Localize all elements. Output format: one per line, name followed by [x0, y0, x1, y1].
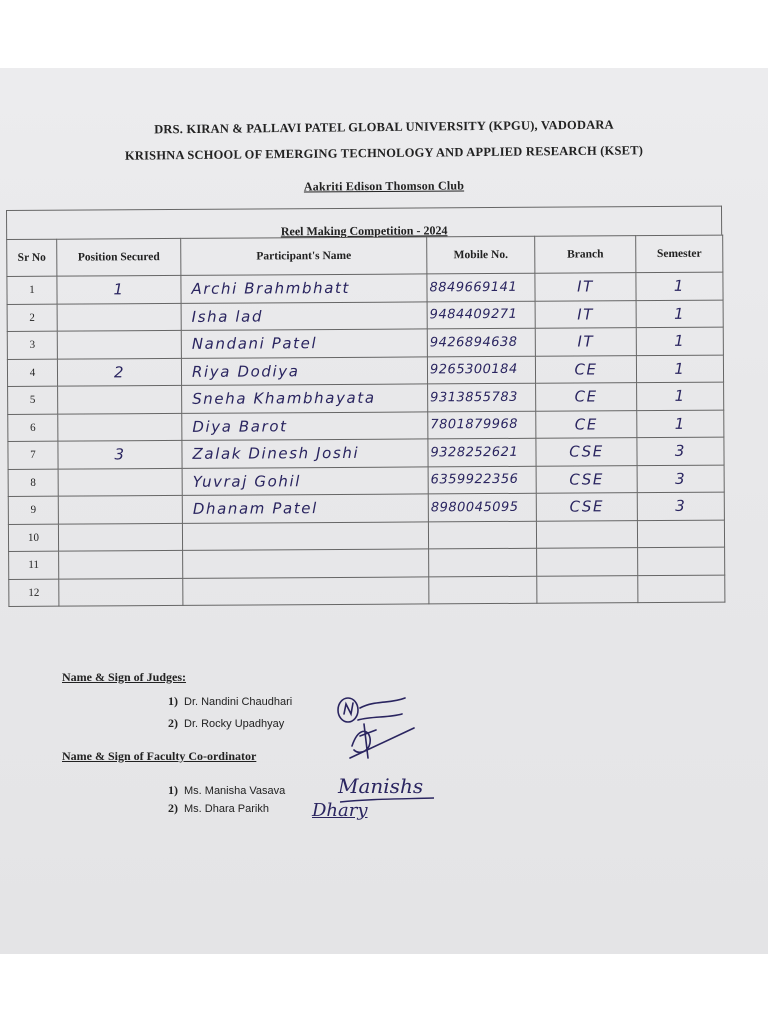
branch-cell: IT	[535, 300, 636, 328]
sr-no-cell: 10	[8, 524, 58, 552]
table-caption: Reel Making Competition - 2024	[6, 206, 722, 239]
semester-cell: 1	[636, 355, 723, 383]
participant-name-cell	[183, 549, 429, 578]
semester-cell: 1	[636, 300, 723, 328]
semester-cell: 3	[637, 492, 724, 520]
sr-no-cell: 6	[8, 414, 58, 442]
participant-name-cell: Diya Barot	[182, 411, 428, 440]
position-cell	[59, 550, 183, 578]
mobile-cell: 7801879968	[428, 411, 536, 439]
judge-signatures	[330, 688, 420, 768]
judge-2-name: Dr. Rocky Upadhyay	[184, 718, 285, 730]
branch-cell: CSE	[536, 438, 637, 466]
position-cell: 2	[57, 358, 181, 386]
sr-no-cell: 1	[7, 276, 57, 304]
faculty-2-name: Ms. Dhara Parikh	[184, 803, 269, 815]
mobile-cell	[429, 548, 537, 576]
mobile-cell: 9265300184	[427, 356, 535, 384]
position-cell	[58, 495, 182, 523]
participant-name-cell	[182, 521, 428, 550]
table-row	[7, 355, 723, 387]
mobile-cell: 9484409271	[427, 301, 535, 329]
sr-no-cell: 12	[9, 579, 59, 607]
branch-cell: CE	[536, 383, 637, 411]
faculty-1-signature: Manishs	[338, 774, 424, 798]
participant-name-cell	[183, 576, 429, 605]
faculty-1-number: 1)	[168, 783, 178, 797]
club-title: Aakriti Edison Thomson Club	[303, 178, 465, 194]
position-cell	[58, 413, 182, 441]
branch-cell	[537, 548, 638, 576]
branch-cell: IT	[535, 273, 636, 301]
university-title: DRS. KIRAN & PALLAVI PATEL GLOBAL UNIVERSITY (KPGU), VADODARA	[154, 117, 614, 137]
semester-cell	[638, 575, 725, 603]
participant-name-cell: Sneha Khambhayata	[182, 384, 428, 413]
semester-cell: 3	[637, 465, 724, 493]
table-row	[8, 492, 724, 524]
sr-no-cell: 2	[7, 304, 57, 332]
position-cell	[57, 303, 181, 331]
sr-no-cell: 9	[8, 496, 58, 524]
table-header-row	[7, 235, 723, 276]
mobile-cell: 9426894638	[427, 328, 535, 356]
sr-no-cell: 4	[7, 359, 57, 387]
judge-1	[168, 694, 292, 709]
branch-cell: CE	[536, 410, 637, 438]
participant-name-cell: Isha lad	[181, 301, 427, 330]
faculty-1-name: Ms. Manisha Vasava	[184, 785, 286, 797]
col-header-position: Position Secured	[57, 238, 181, 276]
table-row	[8, 410, 724, 442]
position-cell	[59, 578, 183, 606]
semester-cell	[637, 520, 724, 548]
faculty-1	[168, 783, 285, 798]
sr-no-cell: 8	[8, 469, 58, 497]
table-row	[8, 465, 724, 497]
faculty-2	[168, 801, 269, 816]
position-cell	[58, 523, 182, 551]
mobile-cell: 9328252621	[428, 438, 536, 466]
table-row	[8, 520, 724, 552]
faculty-2-signature: Dhary	[312, 800, 368, 821]
participants-table	[6, 235, 725, 607]
table-row	[9, 575, 725, 607]
sr-no-cell: 7	[8, 441, 58, 469]
judge-1-name: Dr. Nandini Chaudhari	[184, 696, 293, 708]
judge-2-number: 2)	[168, 716, 178, 730]
semester-cell: 3	[637, 437, 724, 465]
table-row	[7, 327, 723, 359]
col-header-semester: Semester	[636, 235, 723, 273]
table-row	[7, 272, 723, 304]
col-header-branch: Branch	[535, 236, 636, 274]
judge-1-number: 1)	[168, 694, 178, 708]
mobile-cell	[429, 576, 537, 604]
participant-name-cell: Zalak Dinesh Joshi	[182, 439, 428, 468]
col-header-name: Participant's Name	[181, 237, 427, 276]
participant-name-cell: Archi Brahmbhatt	[181, 274, 427, 303]
table-row	[8, 437, 724, 469]
position-cell	[58, 468, 182, 496]
semester-cell: 1	[637, 410, 724, 438]
mobile-cell: 6359922356	[428, 466, 536, 494]
participant-name-cell: Nandani Patel	[181, 329, 427, 358]
participant-name-cell: Dhanam Patel	[182, 494, 428, 523]
sr-no-cell: 11	[9, 551, 59, 579]
faculty-title: Name & Sign of Faculty Co-ordinator	[62, 749, 257, 763]
table-body	[7, 272, 725, 606]
mobile-cell: 9313855783	[428, 383, 536, 411]
branch-cell: CSE	[536, 465, 637, 493]
semester-cell: 1	[637, 382, 724, 410]
semester-cell: 1	[636, 272, 723, 300]
branch-cell	[536, 520, 637, 548]
branch-cell: CE	[535, 355, 636, 383]
table-row	[9, 547, 725, 579]
branch-cell: CSE	[536, 493, 637, 521]
position-cell	[57, 330, 181, 358]
school-title: KRISHNA SCHOOL OF EMERGING TECHNOLOGY AND APPLIED RESEARCH (KSET)	[124, 143, 644, 163]
document-page	[0, 68, 768, 954]
judges-title: Name & Sign of Judges:	[62, 670, 187, 684]
position-cell: 1	[57, 275, 181, 303]
sr-no-cell: 5	[8, 386, 58, 414]
table-row	[7, 300, 723, 332]
participants-table-wrapper	[6, 206, 724, 607]
semester-cell	[638, 547, 725, 575]
participant-name-cell: Yuvraj Gohil	[182, 466, 428, 495]
col-header-sr-no: Sr No	[7, 239, 57, 276]
branch-cell: IT	[535, 328, 636, 356]
mobile-cell: 8980045095	[428, 493, 536, 521]
branch-cell	[537, 575, 638, 603]
mobile-cell: 8849669141	[427, 273, 535, 301]
participant-name-cell: Riya Dodiya	[181, 356, 427, 385]
position-cell: 3	[58, 440, 182, 468]
sr-no-cell: 3	[7, 331, 57, 359]
mobile-cell	[428, 521, 536, 549]
judge-2	[168, 716, 284, 731]
position-cell	[58, 385, 182, 413]
semester-cell: 1	[636, 327, 723, 355]
table-row	[8, 382, 724, 414]
col-header-mobile: Mobile No.	[427, 236, 535, 274]
faculty-2-number: 2)	[168, 801, 178, 815]
